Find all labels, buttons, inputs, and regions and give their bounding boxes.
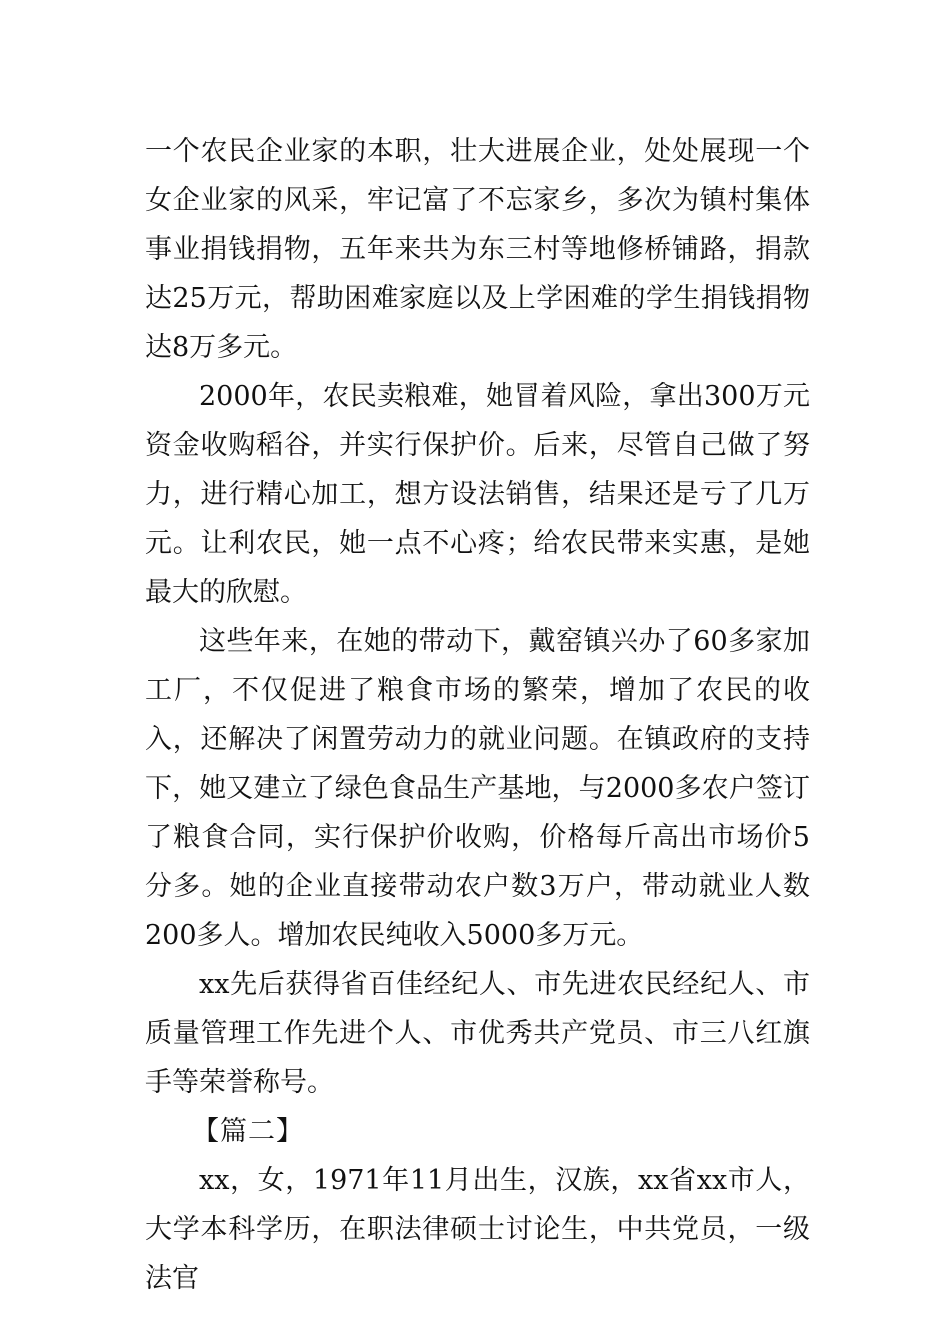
paragraph-profile: xx，女，1971年11月出生，汉族，xx省xx市人，大学本科学历，在职法律硕士讨论生，中共党员，一级法官 [145, 1165, 810, 1294]
paragraph-honors: xx先后获得省百佳经纪人、市先进农民经纪人、市质量管理工作先进个人、市优秀共产党员、市三八红旗手等荣誉称号。 [145, 969, 810, 1098]
paragraph-continued: 一个农民企业家的本职，壮大进展企业，处处展现一个女企业家的风采，牢记富了不忘家乡，多次为镇村集体事业捐钱捐物，五年来共为东三村等地修桥铺路，捐款达25万元，帮助困难家庭以及上学困难的学生捐钱捐物达8万多元。 [145, 136, 810, 363]
document-body [145, 127, 810, 1303]
section-heading: 【篇二】 [192, 1116, 304, 1147]
paragraph-processing-plants: 这些年来，在她的带动下，戴窑镇兴办了60多家加工厂，不仅促进了粮食市场的繁荣，增加了农民的收入，还解决了闲置劳动力的就业问题。在镇政府的支持下，她又建立了绿色食品生产基地，与2000多农户签订了粮食合同，实行保护价收购，价格每斤高出市场价5分多。她的企业直接带动农户数3万户，带动就业人数200多人。增加农民纯收入5000多万元。 [145, 626, 810, 951]
paragraph-grain-purchase: 2000年，农民卖粮难，她冒着风险，拿出300万元资金收购稻谷，并实行保护价。后来，尽管自己做了努力，进行精心加工，想方设法销售，结果还是亏了几万元。让利农民，她一点不心疼；给农民带来实惠，是她最大的欣慰。 [145, 381, 810, 608]
